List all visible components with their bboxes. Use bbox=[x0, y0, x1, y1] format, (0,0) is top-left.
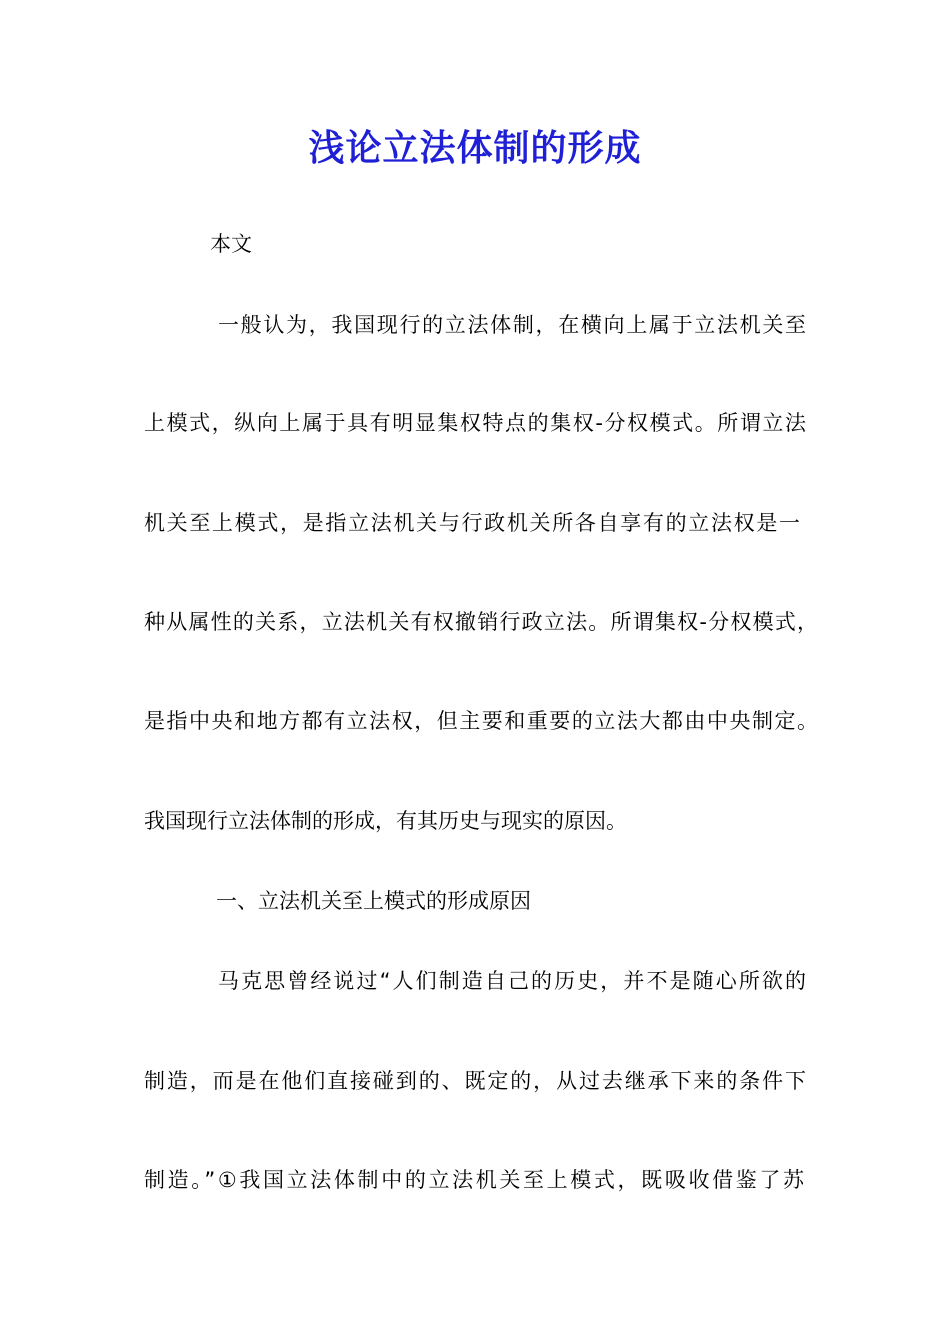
section-heading: 一、立法机关至上模式的形成原因 bbox=[216, 889, 531, 913]
paragraph-line: 制造，而是在他们直接碰到的、既定的，从过去继承下来的条件下 bbox=[144, 1069, 806, 1093]
paragraph-line: 制造。”①我国立法体制中的立法机关至上模式，既吸收借鉴了苏 bbox=[144, 1168, 804, 1192]
paragraph-line: 上模式，纵向上属于具有明显集权特点的集权-分权模式。所谓立法 bbox=[144, 411, 806, 435]
document-title: 浅论立法体制的形成 bbox=[308, 127, 642, 169]
paragraph-line: 机关至上模式，是指立法机关与行政机关所各自享有的立法权是一 bbox=[144, 511, 800, 535]
paragraph-line: 种从属性的关系，立法机关有权撤销行政立法。所谓集权-分权模式， bbox=[144, 610, 818, 634]
document-label: 本文 bbox=[210, 232, 252, 256]
paragraph-line: 马克思曾经说过“人们制造自己的历史，并不是随心所欲的 bbox=[218, 969, 806, 993]
paragraph-line: 我国现行立法体制的形成，有其历史与现实的原因。 bbox=[144, 809, 627, 833]
paragraph-line: 一般认为，我国现行的立法体制，在横向上属于立法机关至 bbox=[218, 313, 806, 337]
paragraph-line: 是指中央和地方都有立法权，但主要和重要的立法大都由中央制定。 bbox=[144, 709, 818, 733]
